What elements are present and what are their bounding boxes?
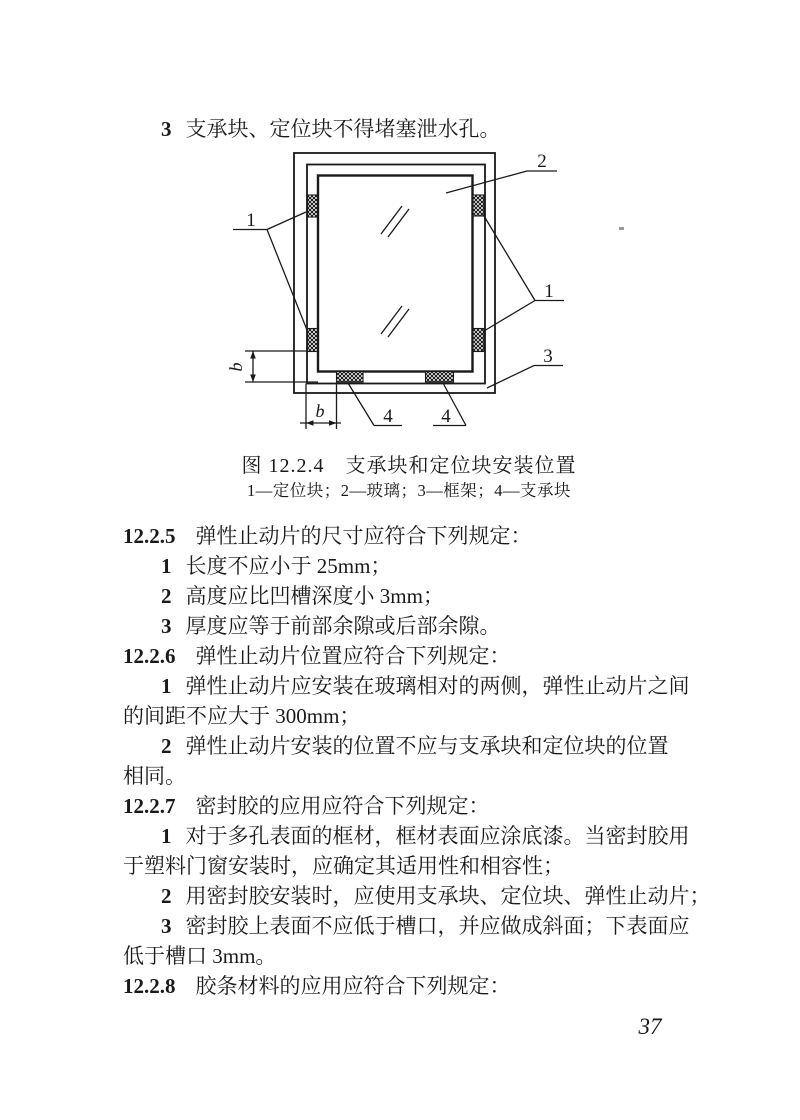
- leader-line-frame: [487, 366, 563, 389]
- callout-label-glass: 2: [537, 151, 547, 172]
- callout-label-frame: 3: [543, 346, 553, 367]
- section-heading: [123, 521, 695, 551]
- callout-label-positioning-left: 1: [246, 210, 256, 231]
- clause-item-continuation: 于塑料门窗安装时，应确定其适用性和相容性；: [123, 854, 564, 878]
- item-text: 弹性止动片应安装在玻璃相对的两侧，弹性止动片之间: [185, 674, 690, 698]
- leader-line-positioning-right: [484, 216, 564, 331]
- leader-line-positioning-left: [233, 212, 307, 330]
- outer-frame: [294, 153, 495, 393]
- clause-item-continuation: 相同。: [123, 764, 186, 788]
- section-title: 弹性止动片位置应符合下列规定：: [195, 644, 511, 668]
- inner-frame: [307, 165, 485, 384]
- clause-item-continuation: 的间距不应大于 300mm；: [123, 704, 361, 728]
- dimension-label-b-vertical: b: [226, 362, 246, 372]
- item-number: 2: [161, 734, 172, 758]
- callout-label-support-right: 4: [441, 406, 451, 427]
- callout-label-support-left: 4: [383, 406, 393, 427]
- section-title: 胶条材料的应用应符合下列规定：: [195, 974, 511, 998]
- clause-item: [123, 611, 695, 641]
- item-number: 1: [161, 824, 172, 848]
- clause-item: [123, 731, 695, 761]
- glass-break-mark-upper: [381, 206, 409, 237]
- item-text: 长度不应小于 25mm；: [185, 554, 392, 578]
- item-text: 密封胶上表面不应低于槽口，并应做成斜面；下表面应: [185, 914, 690, 938]
- section-title: 密封胶的应用应符合下列规定：: [195, 794, 490, 818]
- support-block-left: [337, 372, 364, 383]
- callout-label-positioning-right: 1: [544, 281, 554, 302]
- item-number: 2: [161, 584, 172, 608]
- item-text: 厚度应等于前部余隙或后部余隙。: [185, 614, 501, 638]
- figure-12-2-4-diagram: [200, 140, 640, 450]
- dimension-label-b-horizontal: b: [315, 401, 325, 421]
- item-text: 支承块、定位块不得堵塞泄水孔。: [185, 117, 501, 141]
- item-number: 3: [161, 914, 172, 938]
- support-block-right: [426, 372, 454, 383]
- item-text: 弹性止动片安装的位置不应与支承块和定位块的位置: [185, 734, 669, 758]
- glass-break-mark-lower: [381, 306, 409, 337]
- dimension-arrow-down: [250, 375, 256, 383]
- figure-caption: 图 12.2.4 支承块和定位块安装位置: [241, 455, 577, 477]
- item-number: 1: [161, 554, 172, 578]
- item-number: 2: [161, 884, 172, 908]
- figure-legend: 1—定位块；2—玻璃；3—框架；4—支承块: [247, 481, 571, 500]
- section-number: 12.2.6: [123, 644, 176, 668]
- dimension-arrow-up: [250, 351, 256, 359]
- item-text: 用密封胶安装时，应使用支承块、定位块、弹性止动片；: [185, 884, 711, 908]
- positioning-block-bottom-left: [308, 329, 318, 352]
- section-number: 12.2.7: [123, 794, 176, 818]
- item-text: 对于多孔表面的框材，框材表面应涂底漆。当密封胶用: [185, 824, 690, 848]
- clause-item: [123, 551, 695, 581]
- positioning-block-top-left: [308, 195, 318, 217]
- item-number: 3: [161, 117, 172, 141]
- clause-item: [123, 911, 695, 941]
- leader-line-support-left: [348, 383, 402, 426]
- section-heading: [123, 971, 695, 1001]
- dimension-arrow-right: [329, 420, 337, 426]
- section-number: 12.2.8: [123, 974, 176, 998]
- section-heading: [123, 791, 695, 821]
- page-number: 37: [638, 1014, 662, 1039]
- clause-item-continuation: 低于槽口 3mm。: [123, 944, 277, 968]
- body-text: [123, 521, 711, 1001]
- section-number: 12.2.5: [123, 524, 176, 548]
- item-number: 1: [161, 674, 172, 698]
- clause-item: [123, 881, 711, 911]
- section-heading: [123, 641, 695, 671]
- clause-item: [123, 581, 695, 611]
- positioning-block-top-right: [473, 195, 484, 216]
- scan-artifact-speck: [619, 227, 624, 230]
- clause-item: [123, 821, 695, 851]
- clause-item: [123, 671, 695, 701]
- dimension-arrow-left: [306, 420, 314, 426]
- positioning-block-bottom-right: [473, 329, 484, 352]
- item-number: 3: [161, 614, 172, 638]
- section-title: 弹性止动片的尺寸应符合下列规定：: [195, 524, 532, 548]
- glass-pane: [318, 176, 473, 372]
- item-text: 高度应比凹槽深度小 3mm；: [185, 584, 444, 608]
